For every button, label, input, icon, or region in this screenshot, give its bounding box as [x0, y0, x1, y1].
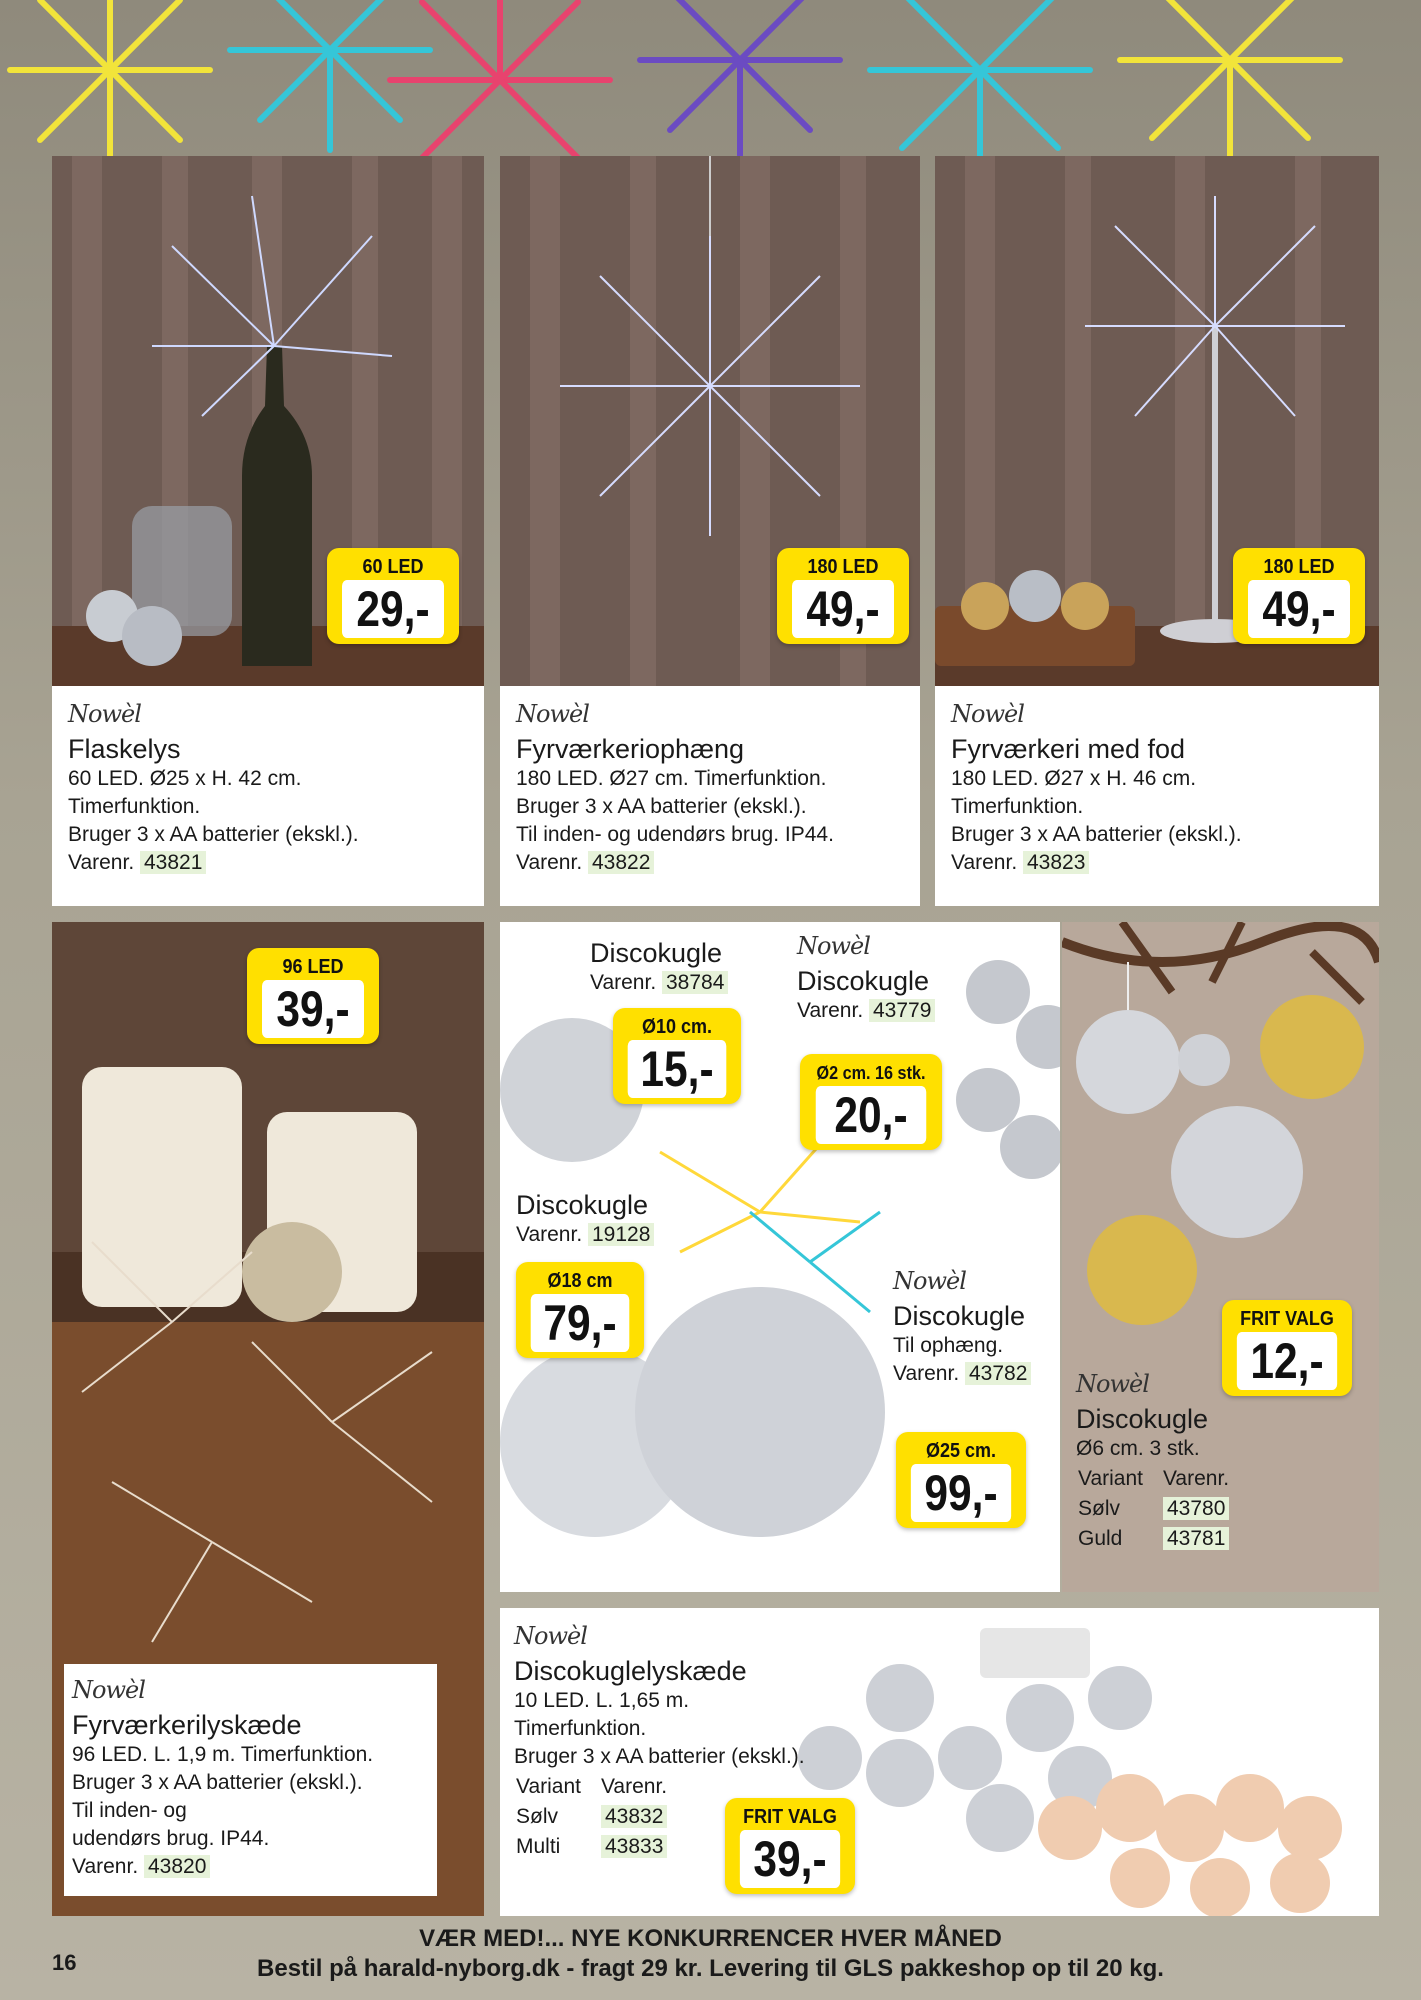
- varenr-number: 43832: [601, 1805, 667, 1828]
- varenr-number: 43821: [140, 851, 206, 874]
- col-variant: Variant: [516, 1775, 581, 1798]
- product-desc-line: 10 LED. L. 1,65 m.: [514, 1689, 690, 1712]
- product-title: Fyrværkeriophæng: [516, 734, 745, 764]
- price-tag-label: 60 LED: [362, 556, 424, 578]
- col-varenr: Varenr.: [1162, 1467, 1230, 1490]
- product-title: Flaskelys: [68, 734, 181, 764]
- varenr-line: [797, 997, 935, 1025]
- variant-row: [516, 1803, 685, 1831]
- variant-table: [514, 1771, 687, 1863]
- variant-name: Sølv: [516, 1805, 558, 1828]
- product-panel-fyrv-fod: [935, 156, 1379, 906]
- variant-row: [1078, 1525, 1247, 1553]
- varenr-label: Varenr.: [516, 1223, 583, 1246]
- disco3-text: [516, 1184, 654, 1249]
- varenr-line: [590, 969, 728, 997]
- product-desc-line: Til inden- og udendørs brug. IP44.: [516, 823, 834, 846]
- price: 49,-: [1248, 580, 1350, 638]
- product-title: Discokugle: [516, 1190, 649, 1220]
- price: 15,-: [628, 1040, 727, 1098]
- variant-name: Sølv: [1078, 1497, 1120, 1520]
- product-panel-disco5: [1062, 922, 1379, 1592]
- varenr-number: 43780: [1163, 1497, 1229, 1520]
- product-info-fyrv-fod: [935, 686, 1379, 906]
- col-variant: Variant: [1078, 1467, 1143, 1490]
- fireworks-banner: [0, 0, 1421, 160]
- varenr-line: [68, 849, 468, 877]
- product-info-lyskaede: [64, 1664, 437, 1896]
- variant-name: Guld: [1078, 1527, 1123, 1550]
- variant-table-header: [1078, 1465, 1247, 1493]
- brand-logo: Nowèl: [72, 1676, 145, 1704]
- price: 29,-: [342, 580, 444, 638]
- varenr-number: 43781: [1163, 1527, 1229, 1550]
- varenr-label: Varenr.: [951, 851, 1018, 874]
- varenr-label: Varenr.: [68, 851, 135, 874]
- variant-name: Multi: [516, 1835, 561, 1858]
- varenr-line: [516, 1221, 654, 1249]
- price-tag-label: Ø25 cm.: [925, 1440, 997, 1462]
- product-panel-lyskaede: [52, 922, 484, 1916]
- price-tag-label: FRIT VALG: [743, 1806, 837, 1828]
- price-tag-disco-kaede: [725, 1798, 855, 1894]
- price: 20,-: [816, 1086, 927, 1144]
- product-info-fyrv-ophaeng: [500, 686, 920, 906]
- varenr-number: 43822: [588, 851, 654, 874]
- disco4-text: [893, 1267, 1031, 1388]
- price: 49,-: [792, 580, 894, 638]
- product-panel-fyrv-ophaeng: [500, 156, 920, 906]
- price: 12,-: [1237, 1332, 1337, 1390]
- price-tag-lyskaede: [247, 948, 379, 1044]
- product-panel-discokugle: [500, 922, 1060, 1592]
- disco1-text: [590, 932, 728, 997]
- col-varenr: Varenr.: [600, 1775, 668, 1798]
- product-desc-line: Timerfunktion.: [514, 1717, 647, 1740]
- product-desc-line: Bruger 3 x AA batterier (ekskl.).: [72, 1771, 363, 1794]
- product-desc-line: 180 LED. Ø27 cm. Timerfunktion.: [516, 767, 827, 790]
- brand-logo: Nowèl: [68, 700, 141, 728]
- page-number: 16: [52, 1950, 77, 1975]
- product-desc-line: 96 LED. L. 1,9 m. Timerfunktion.: [72, 1743, 374, 1766]
- product-desc-line: 60 LED. Ø25 x H. 42 cm.: [68, 767, 302, 790]
- price-tag-label: Ø2 cm. 16 stk.: [816, 1063, 926, 1083]
- price-tag-disco1: [613, 1008, 741, 1104]
- price-tag-label: Ø10 cm.: [641, 1016, 713, 1038]
- brand-logo: Nowèl: [951, 700, 1024, 728]
- varenr-label: Varenr.: [893, 1362, 960, 1385]
- product-title: Discokugle: [797, 966, 930, 996]
- varenr-line: [72, 1853, 429, 1881]
- varenr-number: 43823: [1023, 851, 1089, 874]
- varenr-number: 43779: [869, 999, 935, 1022]
- product-desc-line: Bruger 3 x AA batterier (ekskl.).: [68, 823, 359, 846]
- brand-logo: Nowèl: [514, 1622, 587, 1650]
- brand-logo: Nowèl: [516, 700, 589, 728]
- price: 39,-: [740, 1830, 840, 1888]
- varenr-line: [951, 849, 1363, 877]
- product-desc-line: Timerfunktion.: [951, 795, 1084, 818]
- varenr-label: Varenr.: [590, 971, 657, 994]
- price-tag-label: Ø18 cm: [547, 1270, 613, 1292]
- disco2-text: [797, 932, 935, 1025]
- price-tag-label: 180 LED: [1263, 556, 1335, 578]
- product-desc-line: Bruger 3 x AA batterier (ekskl.).: [951, 823, 1242, 846]
- varenr-label: Varenr.: [516, 851, 583, 874]
- varenr-label: Varenr.: [72, 1855, 139, 1878]
- product-desc-line: Bruger 3 x AA batterier (ekskl.).: [516, 795, 807, 818]
- varenr-number: 43820: [144, 1855, 210, 1878]
- varenr-line: [516, 849, 904, 877]
- disco5-text: [1076, 1370, 1249, 1555]
- variant-row: [1078, 1495, 1247, 1523]
- product-info-flaskelys: [52, 686, 484, 906]
- product-panel-flaskelys: [52, 156, 484, 906]
- product-desc-line: Til inden- og: [72, 1799, 187, 1822]
- price-tag-disco4: [896, 1432, 1026, 1528]
- price-tag-label: 180 LED: [807, 556, 879, 578]
- varenr-label: Varenr.: [797, 999, 864, 1022]
- product-title: Fyrværkerilyskæde: [72, 1710, 302, 1740]
- product-title: Discokuglelyskæde: [514, 1656, 747, 1686]
- price-tag-label: 96 LED: [282, 956, 344, 978]
- brand-logo: Nowèl: [797, 932, 870, 960]
- product-desc-line: Timerfunktion.: [68, 795, 201, 818]
- product-desc-line: udendørs brug. IP44.: [72, 1827, 270, 1850]
- product-panel-disco-kaede: [500, 1608, 1379, 1916]
- price: 39,-: [262, 980, 364, 1038]
- varenr-number: 19128: [588, 1223, 654, 1246]
- product-subtitle: Til ophæng.: [893, 1334, 1004, 1357]
- variant-table: [1076, 1463, 1249, 1555]
- product-title: Discokugle: [1076, 1404, 1209, 1434]
- price-tag-label: FRIT VALG: [1240, 1308, 1334, 1330]
- product-desc-line: Bruger 3 x AA batterier (ekskl.).: [514, 1745, 805, 1768]
- product-title: Discokugle: [893, 1301, 1026, 1331]
- variant-table-header: [516, 1773, 685, 1801]
- price: 79,-: [531, 1294, 630, 1352]
- price-tag-fyrv-fod: [1233, 548, 1365, 644]
- variant-row: [516, 1833, 685, 1861]
- product-title: Discokugle: [590, 938, 723, 968]
- price-tag-disco3: [516, 1262, 644, 1358]
- price: 99,-: [911, 1464, 1011, 1522]
- footer-shipping-info: Bestil på harald-nyborg.dk - fragt 29 kr. Levering til GLS pakkeshop op til 20 kg.: [257, 1955, 1164, 1982]
- footer-headline: VÆR MED!... NYE KONKURRENCER HVER MÅNED: [419, 1925, 1002, 1952]
- varenr-number: 43833: [601, 1835, 667, 1858]
- varenr-number: 38784: [662, 971, 728, 994]
- brand-logo: Nowèl: [893, 1267, 966, 1295]
- product-title: Fyrværkeri med fod: [951, 734, 1186, 764]
- price-tag-disco2: [800, 1054, 942, 1150]
- brand-logo: Nowèl: [1076, 1370, 1149, 1398]
- price-tag-fyrv-ophaeng: [777, 548, 909, 644]
- product-subtitle: Ø6 cm. 3 stk.: [1076, 1437, 1200, 1460]
- product-desc-line: 180 LED. Ø27 x H. 46 cm.: [951, 767, 1197, 790]
- varenr-line: [893, 1360, 1031, 1388]
- varenr-number: 43782: [965, 1362, 1031, 1385]
- price-tag-flaskelys: [327, 548, 459, 644]
